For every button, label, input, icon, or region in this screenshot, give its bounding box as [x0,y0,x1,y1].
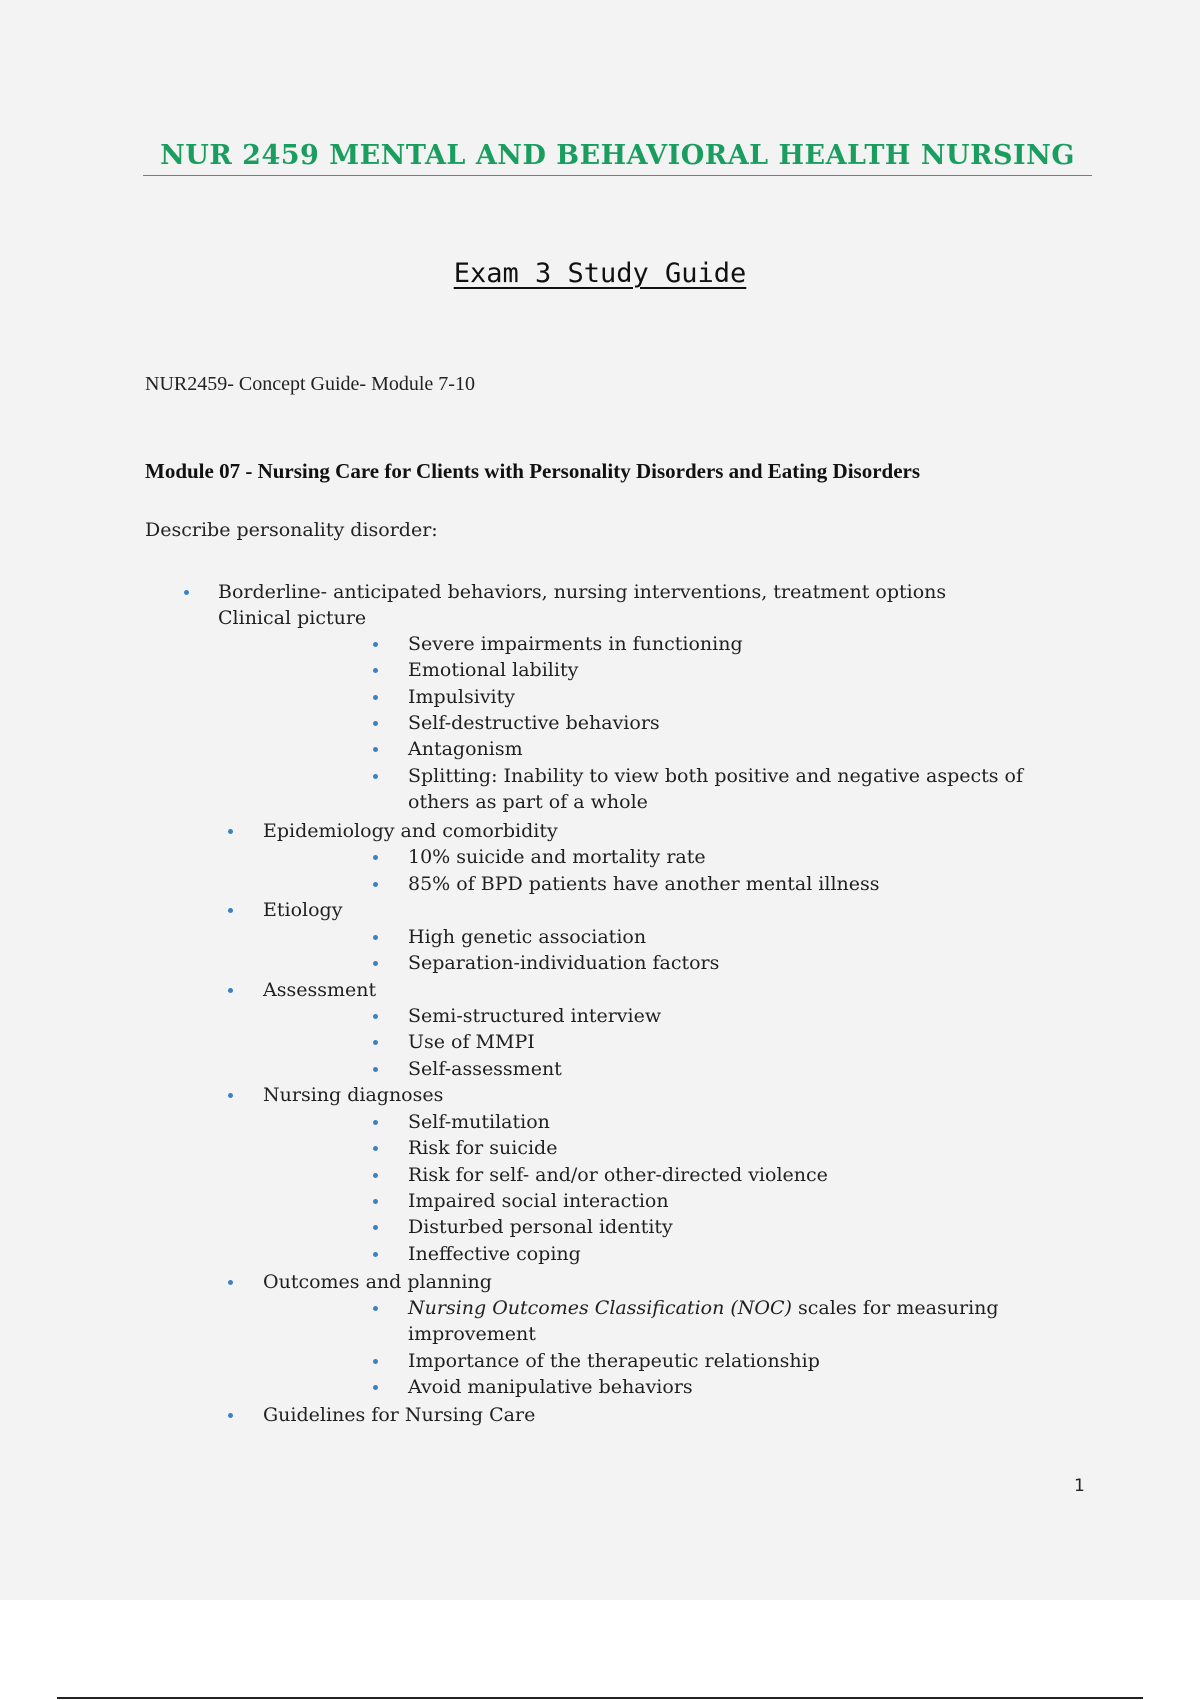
list-item: Ineffective coping [408,1243,581,1265]
bullet-icon [228,1280,233,1285]
bullet-icon [373,1199,378,1204]
bullet-icon [373,882,378,887]
bullet-icon [373,1385,378,1390]
bottom-divider [57,1697,1143,1699]
study-guide-title-wrapper [0,258,1200,289]
list-item: Severe impairments in functioning [408,633,743,655]
noc-italic-text: Nursing Outcomes Classification (NOC) [408,1297,792,1319]
course-title: NUR 2459 MENTAL AND BEHAVIORAL HEALTH NURSING [143,140,1092,176]
page-number: 1 [1074,1476,1085,1496]
list-item: Emotional lability [408,659,579,681]
noc-rest-text: scales for measuring [791,1297,999,1319]
list-item: Self-assessment [408,1058,562,1080]
bullet-icon [373,668,378,673]
section-epidemiology: Epidemiology and comorbidity [263,820,558,842]
list-item: 85% of BPD patients have another mental illness [408,873,880,895]
list-item: High genetic association [408,926,647,948]
list-item: 10% suicide and mortality rate [408,846,706,868]
describe-prompt: Describe personality disorder: [145,519,438,541]
bullet-icon [373,1014,378,1019]
bullet-icon [228,988,233,993]
section-assessment: Assessment [263,979,377,1001]
list-item: Semi-structured interview [408,1005,662,1027]
list-item-noc [408,1296,999,1320]
bullet-icon [373,747,378,752]
list-item: Disturbed personal identity [408,1216,673,1238]
bullet-icon [184,590,189,595]
bullet-icon [373,1252,378,1257]
list-item: Avoid manipulative behaviors [408,1376,693,1398]
module-heading: Module 07 - Nursing Care for Clients with Personality Disorders and Eating Disorders [145,459,921,483]
section-outcomes-planning: Outcomes and planning [263,1271,492,1293]
bullet-icon [373,1146,378,1151]
list-item: Separation-individuation factors [408,952,720,974]
section-nursing-diagnoses: Nursing diagnoses [263,1084,444,1106]
bullet-icon [373,1359,378,1364]
bullet-icon [228,1093,233,1098]
list-item: Self-mutilation [408,1111,550,1133]
bullet-icon [228,1413,233,1418]
bullet-icon [228,908,233,913]
bullet-icon [373,1067,378,1072]
bullet-icon [373,1040,378,1045]
bullet-icon [373,1173,378,1178]
borderline-item: Borderline- anticipated behaviors, nursing interventions, treatment options [218,581,947,603]
bullet-icon [373,1120,378,1125]
clinical-picture-label: Clinical picture [218,607,367,629]
bullet-icon [373,721,378,726]
list-item: Impulsivity [408,686,516,708]
list-item: Self-destructive behaviors [408,712,660,734]
list-item: Splitting: Inability to view both positive and negative aspects of [408,765,1024,787]
list-item-continuation: improvement [408,1323,536,1345]
bullet-icon [373,695,378,700]
concept-guide-line: NUR2459- Concept Guide- Module 7-10 [145,373,475,395]
bullet-icon [373,961,378,966]
list-item: Use of MMPI [408,1031,535,1053]
section-guidelines: Guidelines for Nursing Care [263,1404,536,1426]
bullet-icon [373,855,378,860]
study-guide-title: Exam 3 Study Guide [453,258,747,289]
bullet-icon [228,829,233,834]
list-item-continuation: others as part of a whole [408,791,648,813]
bullet-icon [373,1225,378,1230]
list-item: Importance of the therapeutic relationship [408,1350,820,1372]
list-item: Antagonism [408,738,523,760]
section-etiology: Etiology [263,899,343,921]
list-item: Impaired social interaction [408,1190,669,1212]
bullet-icon [373,1306,378,1311]
list-item: Risk for self- and/or other-directed violence [408,1164,828,1186]
bullet-icon [373,935,378,940]
bullet-icon [373,774,378,779]
list-item: Risk for suicide [408,1137,558,1159]
bullet-icon [373,642,378,647]
